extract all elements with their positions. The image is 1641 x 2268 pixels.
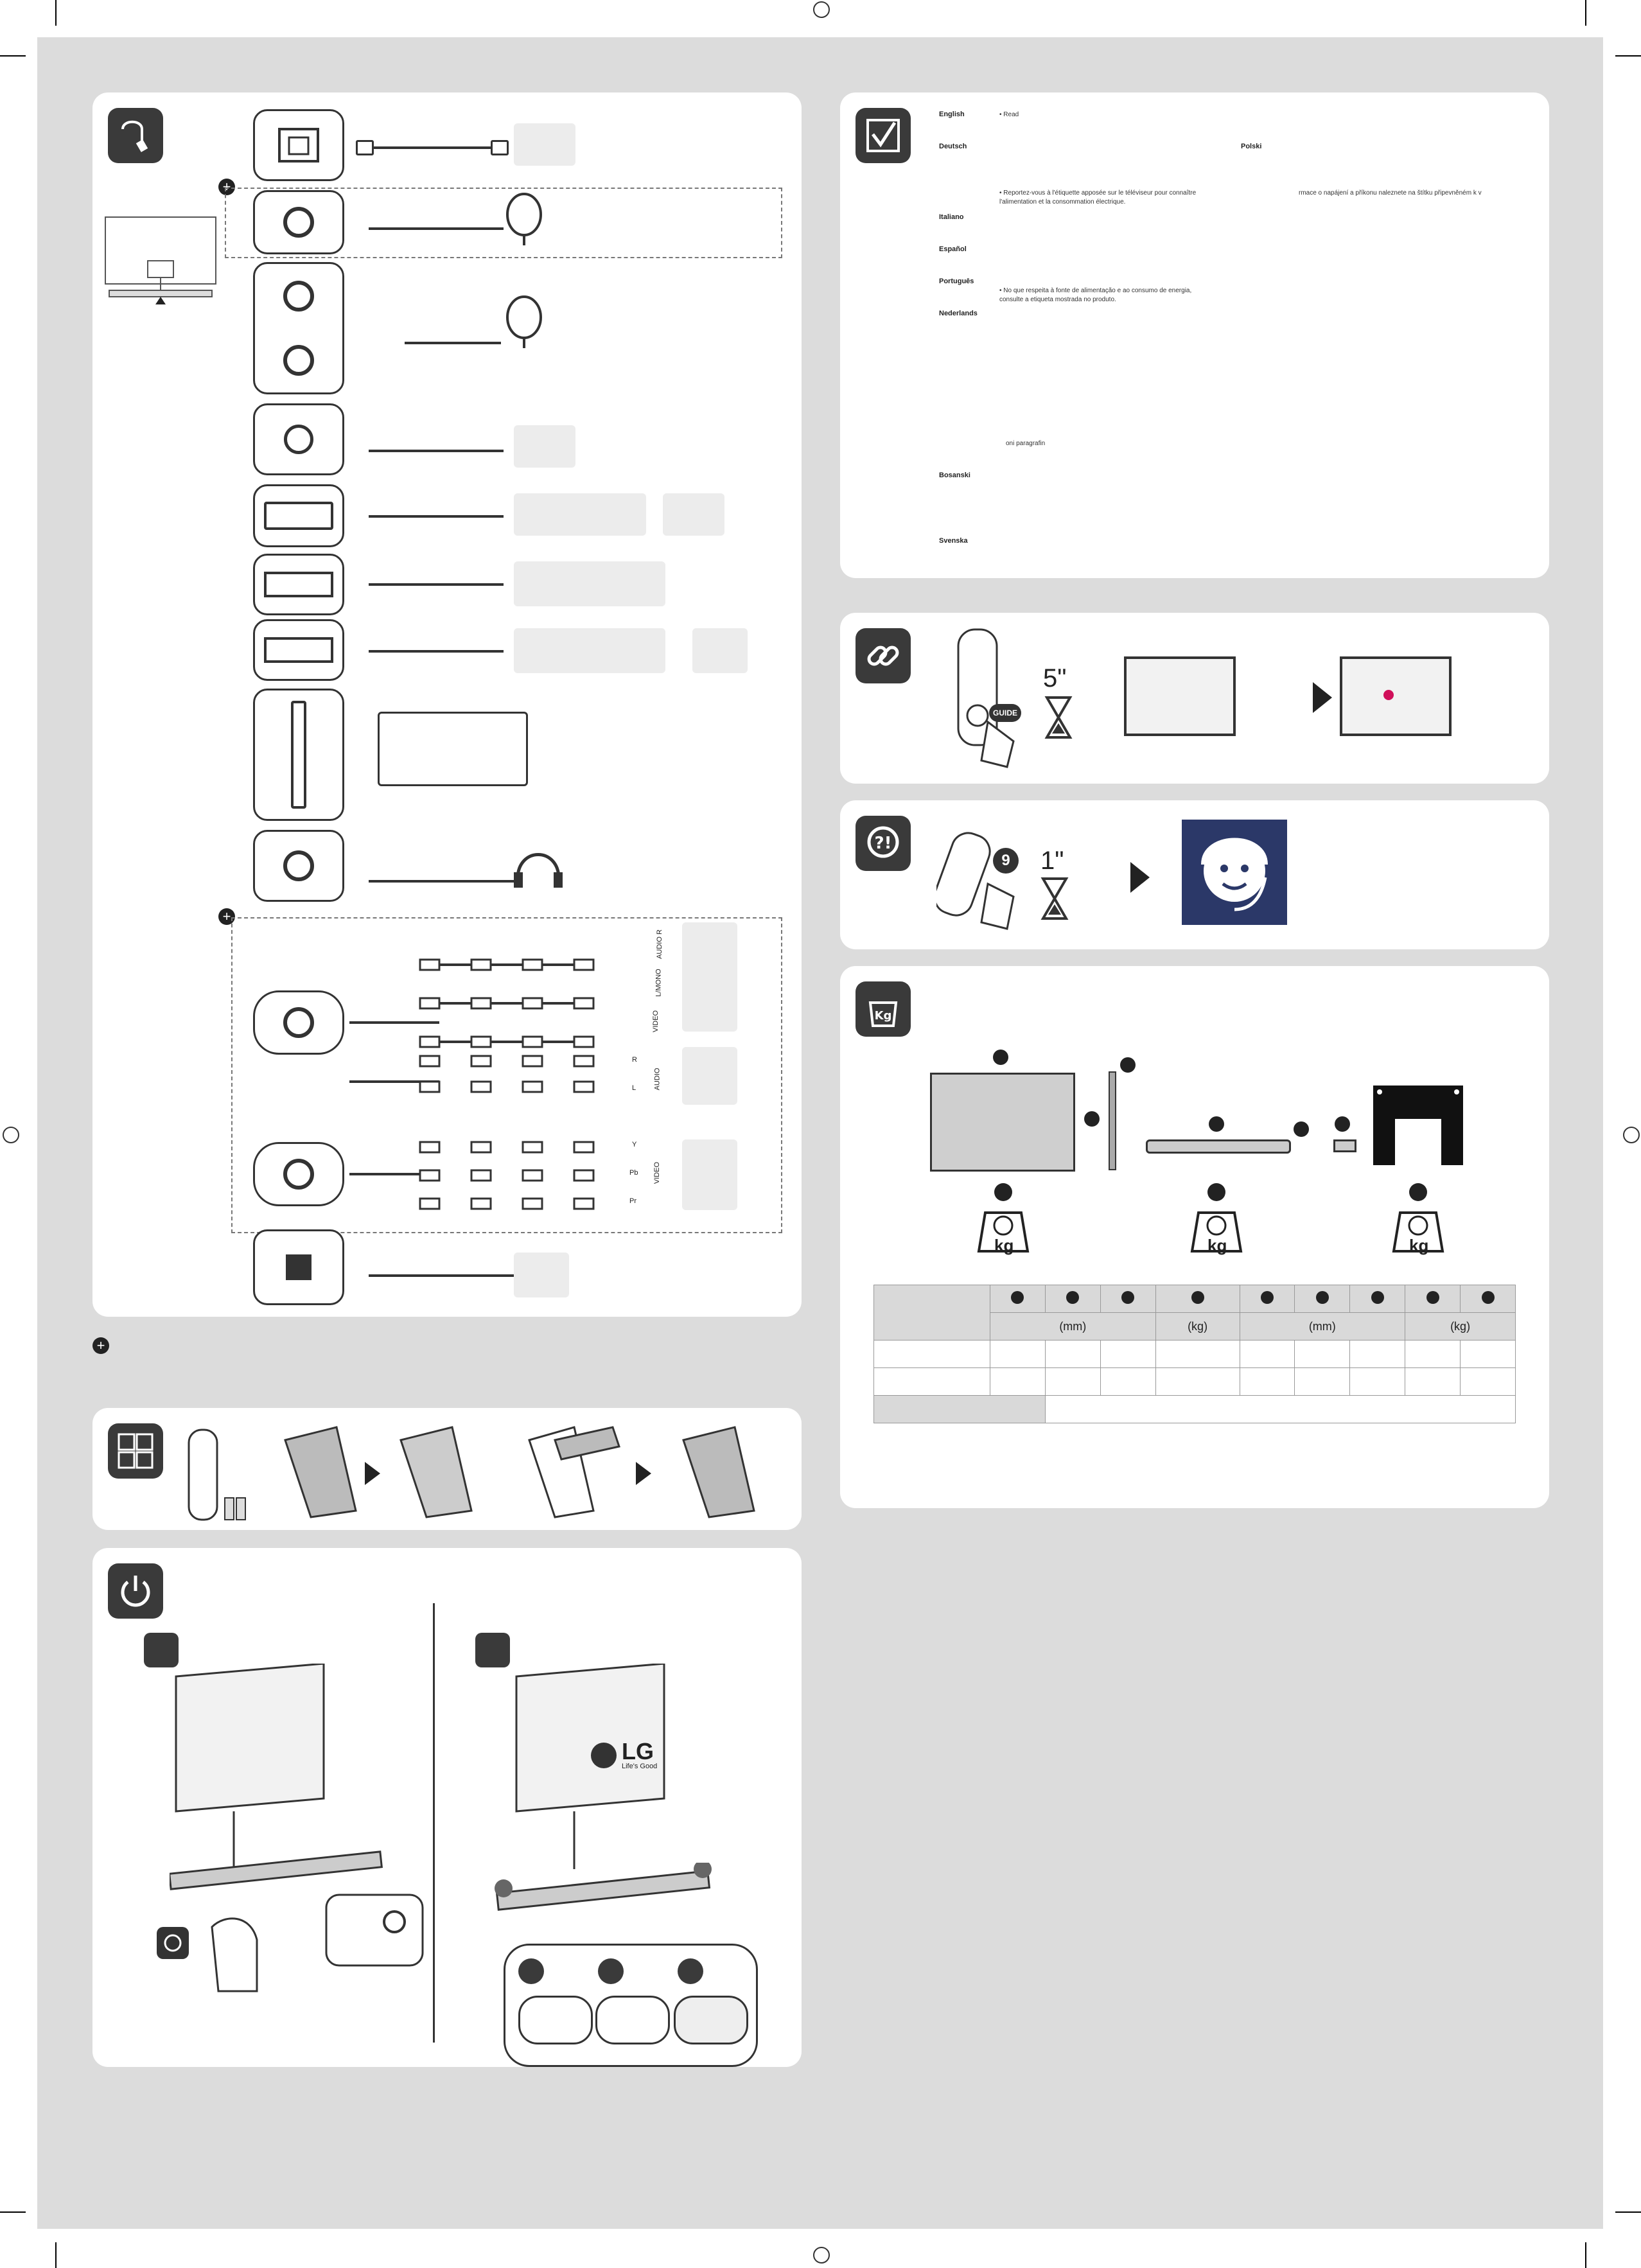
- router-device: [514, 123, 575, 166]
- battery-step-4: [671, 1421, 767, 1524]
- hdmi-cable-1: [369, 583, 504, 586]
- table-cell: [1100, 1341, 1155, 1368]
- label-audio: AUDIO: [653, 1068, 662, 1091]
- battery-icon: [108, 1423, 163, 1479]
- power-panel: [92, 1548, 802, 2067]
- table-cell: [1100, 1285, 1155, 1313]
- polish-text: rmace o napájení a příkonu naleznete na štítku připevněném k v: [1299, 189, 1482, 197]
- kg-label: kg: [994, 1236, 1014, 1255]
- lan-plug: [356, 140, 374, 155]
- help-icon: [856, 816, 911, 871]
- dual-satellite-port: [253, 262, 344, 394]
- tv-front-dimension: [930, 1073, 1075, 1172]
- hdmi-devices-1: [514, 561, 665, 606]
- unit-kg-cell: (kg): [1405, 1313, 1516, 1341]
- component-cable-bundle: [414, 1133, 606, 1223]
- optical-port: [253, 1229, 344, 1305]
- lang-bosanski: Bosanski: [939, 471, 970, 479]
- label-y: Y: [632, 1141, 637, 1148]
- table-row: [874, 1396, 1516, 1423]
- button-detail-2: [595, 1996, 670, 2044]
- unit-kg-cell: (kg): [1155, 1313, 1240, 1341]
- wall-mount-pattern: [1373, 1086, 1463, 1165]
- help-key-label: 9: [1001, 852, 1010, 869]
- usb-storage-device: [514, 493, 646, 536]
- dimension-height-marker: [1084, 1111, 1100, 1127]
- optical-cable: [369, 1274, 516, 1277]
- brand-slogan: Life's Good: [622, 1763, 658, 1770]
- substep-2-marker: [598, 1958, 624, 1984]
- label-audio-r: AUDIO R: [655, 929, 663, 959]
- lang-nederlands: Nederlands: [939, 310, 978, 317]
- table-cell: [1461, 1341, 1516, 1368]
- crop-mark: [1615, 55, 1641, 57]
- table-cell: [1240, 1368, 1295, 1396]
- table-cell: [1405, 1285, 1461, 1313]
- table-cell: [1405, 1368, 1461, 1396]
- crop-mark: [55, 2242, 57, 2268]
- lan-plug: [491, 140, 509, 155]
- table-cell: [874, 1396, 1046, 1423]
- lan-port: [253, 109, 344, 181]
- usb-stick-device: [663, 493, 724, 536]
- dimension-depth-marker: [1120, 1057, 1136, 1073]
- table-cell: [1461, 1368, 1516, 1396]
- substep-3-marker: [678, 1958, 703, 1984]
- table-row: [874, 1285, 1516, 1313]
- registration-mark-right: [1623, 1127, 1640, 1143]
- usb-cable: [369, 515, 504, 518]
- label-video: VIDEO: [652, 1010, 660, 1033]
- crop-mark: [1585, 0, 1586, 26]
- lan-cable: [369, 146, 497, 149]
- tv-side-profile: [1109, 1071, 1116, 1170]
- crop-mark: [1585, 2242, 1586, 2268]
- table-cell: [990, 1341, 1046, 1368]
- kg-bag-icon: [856, 981, 911, 1037]
- battery-step-2: [388, 1421, 497, 1524]
- table-row: [874, 1368, 1516, 1396]
- plus-icon: +: [92, 1337, 109, 1354]
- crop-mark: [0, 2211, 26, 2213]
- power-icon: [108, 1563, 163, 1619]
- tv-screen-after: [1338, 651, 1454, 741]
- table-cell: [1350, 1285, 1405, 1313]
- hdmi-port-1: [253, 554, 344, 615]
- table-cell: [1240, 1285, 1295, 1313]
- arrow-right-icon: [1130, 862, 1150, 893]
- mount-hole: [1454, 1089, 1459, 1094]
- unit-mm-cell: (mm): [1240, 1313, 1405, 1341]
- hourglass-icon: [1040, 876, 1069, 921]
- lang-english: English: [939, 110, 965, 118]
- help-time: 1": [1040, 847, 1064, 875]
- base-width-marker: [1209, 1116, 1224, 1132]
- av-devices: [682, 922, 737, 1032]
- label-pr: Pr: [629, 1197, 636, 1205]
- label-l-mono: L/MONO: [654, 969, 663, 997]
- speaker-device: [692, 628, 748, 673]
- tv-base-bar: [484, 1863, 728, 1927]
- base-side: [1333, 1139, 1356, 1152]
- arrow-right-icon: [636, 1462, 651, 1485]
- table-cell: [1155, 1341, 1240, 1368]
- registration-mark-bottom: [813, 2247, 830, 2264]
- lg-logo-circle: [591, 1743, 617, 1768]
- table-cell: [990, 1285, 1046, 1313]
- lang-italiano: Italiano: [939, 213, 964, 221]
- crop-mark: [1615, 2211, 1641, 2213]
- registration-mark-left: [3, 1127, 19, 1143]
- spec-table: [873, 1285, 1516, 1423]
- hourglass-icon: [1044, 695, 1073, 740]
- sheet-background: [37, 37, 1603, 2229]
- battery-panel: [92, 1408, 802, 1530]
- hdmi-devices-2: [514, 628, 665, 673]
- lang-deutsch: Deutsch: [939, 143, 967, 150]
- satellite-cable-2: [405, 342, 501, 344]
- arrow-right-icon: [1313, 682, 1332, 713]
- wall-mount-cutout: [1395, 1119, 1441, 1165]
- english-text: • Read: [999, 111, 1019, 118]
- step-b-marker: [475, 1633, 510, 1667]
- table-cell: [1155, 1368, 1240, 1396]
- table-cell: [1461, 1285, 1516, 1313]
- headphone-cable: [369, 880, 516, 883]
- usb-port: [253, 484, 344, 547]
- satellite-dish-icon: [504, 292, 548, 349]
- mount-hole: [1377, 1089, 1382, 1094]
- component-in-port: [253, 1142, 344, 1206]
- base-height-marker: [1294, 1121, 1309, 1137]
- remote-help-illustration: [936, 826, 1039, 935]
- table-cell: [1350, 1341, 1405, 1368]
- battery-step-1: [272, 1421, 369, 1524]
- table-cell: [1295, 1285, 1350, 1313]
- remote-power-press: [154, 1914, 270, 1998]
- checkmark-icon: [856, 108, 911, 163]
- satellite-dish-icon: [504, 189, 548, 247]
- tv-power-button-closeup: [324, 1888, 426, 1972]
- label-r: R: [632, 1056, 637, 1064]
- table-cell: [1295, 1368, 1350, 1396]
- label-l: L: [632, 1084, 636, 1092]
- hold-time: 5": [1043, 664, 1067, 692]
- crop-mark: [0, 55, 26, 57]
- kg-label: kg: [1409, 1236, 1429, 1255]
- plus-icon: +: [218, 179, 235, 195]
- table-cell: [1045, 1396, 1515, 1423]
- unit-mm-cell: (mm): [990, 1313, 1156, 1341]
- table-cell: [1405, 1341, 1461, 1368]
- svg-text:?!: ?!: [874, 834, 892, 853]
- table-cell: [874, 1341, 990, 1368]
- specifications-panel: [840, 966, 1549, 1508]
- lang-svenska: Svenska: [939, 537, 968, 545]
- table-cell: [1045, 1368, 1100, 1396]
- base-depth-marker: [1335, 1116, 1350, 1132]
- antenna-cable: [369, 450, 504, 452]
- headphones-icon: [511, 840, 565, 892]
- divider-line: [433, 1603, 435, 2043]
- svg-text:Kg: Kg: [874, 1009, 892, 1023]
- audio-devices: [682, 1047, 737, 1105]
- satellite-port: [253, 190, 344, 254]
- component-device: [682, 1139, 737, 1210]
- label-pb: Pb: [629, 1169, 638, 1177]
- hdmi-cable-2: [369, 650, 504, 653]
- portuguese-text: • No que respeita à fonte de alimentação e ao consumo de energia, consulte a etiqueta mostrada no produto.: [999, 287, 1192, 303]
- kg-label: kg: [1207, 1236, 1227, 1255]
- pairing-panel: [840, 613, 1549, 784]
- button-detail-3: [674, 1996, 748, 2044]
- guide-label: GUIDE: [992, 708, 1017, 717]
- table-cell: [1045, 1285, 1100, 1313]
- guide-button: [989, 704, 1021, 722]
- table-cell: [1350, 1368, 1405, 1396]
- antenna-port: [253, 403, 344, 475]
- french-text: • Reportez-vous à l'étiquette apposée sur le téléviseur pour connaître l'alimentation et la consommation électrique.: [999, 189, 1197, 206]
- table-cell: [1240, 1341, 1295, 1368]
- ci-slot: [253, 689, 344, 821]
- arrow-right-icon: [365, 1462, 380, 1485]
- registration-mark-top: [813, 1, 830, 18]
- link-icon: [856, 628, 911, 683]
- button-detail-1: [518, 1996, 593, 2044]
- power-button-detail-box: [504, 1944, 758, 2067]
- cable-icon: [108, 108, 163, 163]
- table-row: [874, 1341, 1516, 1368]
- fragment-text: oni paragrafin: [1006, 440, 1046, 447]
- help-key: [993, 848, 1019, 874]
- soundbar-device: [514, 1253, 569, 1297]
- table-cell: [874, 1285, 990, 1341]
- lang-polski: Polski: [1241, 143, 1262, 150]
- brand-name: LG: [622, 1738, 654, 1764]
- antenna-wall-device: [514, 425, 575, 468]
- table-cell: [1045, 1341, 1100, 1368]
- table-cell: [1155, 1285, 1240, 1313]
- satellite-cable: [369, 227, 504, 230]
- audio-cable-bundle: [414, 1043, 606, 1120]
- headphone-port: [253, 830, 344, 902]
- substep-1-marker: [518, 1958, 544, 1984]
- table-cell: [1100, 1368, 1155, 1396]
- table-cell: [990, 1368, 1046, 1396]
- battery-step-3: [516, 1421, 626, 1524]
- language-panel: [840, 92, 1549, 578]
- label-video2: VIDEO: [653, 1161, 662, 1184]
- tv-screen-before: [1123, 651, 1238, 741]
- table-cell: [1295, 1341, 1350, 1368]
- tv-on-illustration: [510, 1664, 728, 1882]
- av-labels: [645, 927, 671, 1043]
- help-panel: [840, 800, 1549, 949]
- support-agent-icon: [1182, 820, 1287, 925]
- av-in-port: [253, 990, 344, 1055]
- hdmi-port-2: [253, 619, 344, 681]
- remote-with-batteries: [182, 1427, 253, 1524]
- base-dimension: [1146, 1139, 1291, 1154]
- ci-module: [378, 712, 528, 786]
- dimension-width-marker: [993, 1050, 1008, 1065]
- lg-logo: [591, 1738, 658, 1770]
- table-cell: [874, 1368, 990, 1396]
- plus-icon: +: [218, 908, 235, 925]
- tv-rear-thumbnail: [103, 215, 218, 311]
- remote-pairing-illustration: [936, 626, 1033, 773]
- connections-panel: [92, 92, 802, 1317]
- lang-espanol: Español: [939, 245, 967, 253]
- lang-portugues: Português: [939, 277, 974, 285]
- crop-mark: [55, 0, 57, 26]
- step-a-marker: [144, 1633, 179, 1667]
